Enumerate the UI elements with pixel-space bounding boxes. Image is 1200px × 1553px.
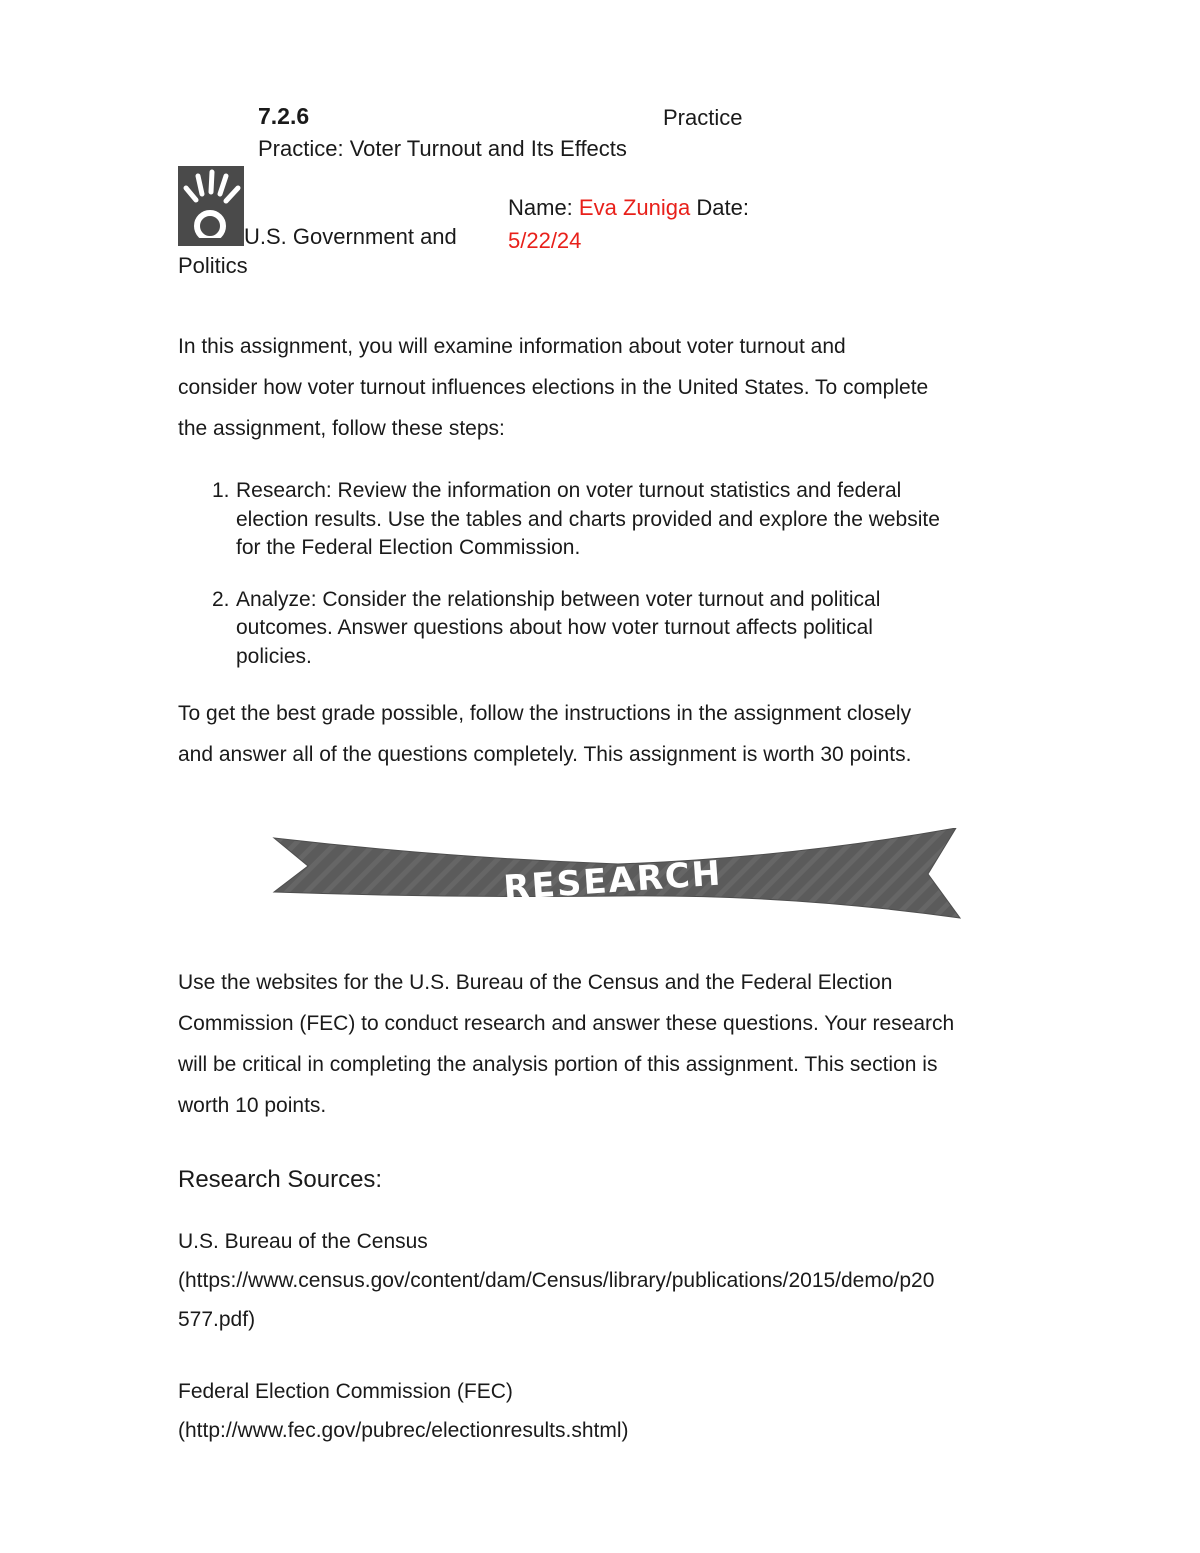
course-name-line1: U.S. Government and xyxy=(244,224,457,249)
source-link[interactable]: (https://www.census.gov/content/dam/Census/library/publications/2015/demo/p20 xyxy=(178,1269,935,1292)
step-line: election results. Use the tables and charts provided and explore the website xyxy=(236,507,940,531)
name-label: Name: xyxy=(508,195,573,220)
date-value: 5/22/24 xyxy=(508,228,582,253)
research-banner xyxy=(268,828,968,928)
step-line: policies. xyxy=(236,644,312,668)
step-line: outcomes. Answer questions about how voter turnout affects political xyxy=(236,616,873,639)
research-line: will be critical in completing the analysis portion of this assignment. This section is xyxy=(178,1053,938,1076)
sources-heading: Research Sources: xyxy=(178,1166,383,1193)
grading-line: To get the best grade possible, follow the instructions in the assignment closely xyxy=(178,702,912,725)
source-census xyxy=(178,1222,1078,1339)
source-fec xyxy=(178,1372,1078,1450)
intro-line: In this assignment, you will examine information about voter turnout and xyxy=(178,335,846,358)
banner-label: RESEARCH xyxy=(502,853,724,909)
lesson-code: 7.2.6 xyxy=(258,103,310,129)
research-line: Use the websites for the U.S. Bureau of the Census and the Federal Election xyxy=(178,971,893,994)
step-line: for the Federal Election Commission. xyxy=(236,536,581,559)
step-line: Analyze: Consider the relationship between voter turnout and political xyxy=(236,587,881,611)
course-name-line2: Politics xyxy=(178,253,248,278)
source-link[interactable]: 577.pdf) xyxy=(178,1308,256,1331)
intro-line: consider how voter turnout influences elections in the United States. To complete xyxy=(178,376,929,399)
list-item xyxy=(178,477,1058,563)
step-number: 1. xyxy=(212,479,230,502)
step-line: Research: Review the information on voter turnout statistics and federal xyxy=(236,479,902,502)
list-item xyxy=(178,586,1058,672)
research-line: worth 10 points. xyxy=(178,1094,327,1117)
name-value: Eva Zuniga xyxy=(578,195,691,220)
source-link[interactable]: (http://www.fec.gov/pubrec/electionresults.shtml) xyxy=(178,1419,629,1442)
research-paragraph xyxy=(178,962,954,1126)
intro-paragraph xyxy=(178,326,928,449)
grading-paragraph xyxy=(178,693,911,775)
source-name: U.S. Bureau of the Census xyxy=(178,1230,428,1253)
name-date-line xyxy=(508,195,749,221)
step-number: 2. xyxy=(212,587,230,611)
page-title: Practice: Voter Turnout and Its Effects xyxy=(258,136,627,161)
grading-line: and answer all of the questions completely. This assignment is worth 30 points. xyxy=(178,743,912,766)
steps-list xyxy=(178,477,1058,671)
sunburst-logo-icon xyxy=(178,166,244,246)
intro-line: the assignment, follow these steps: xyxy=(178,417,505,440)
research-line: Commission (FEC) to conduct research and answer these questions. Your research xyxy=(178,1012,955,1035)
lesson-type: Practice xyxy=(663,105,743,130)
source-name: Federal Election Commission (FEC) xyxy=(178,1380,513,1403)
date-label: Date: xyxy=(696,195,749,220)
